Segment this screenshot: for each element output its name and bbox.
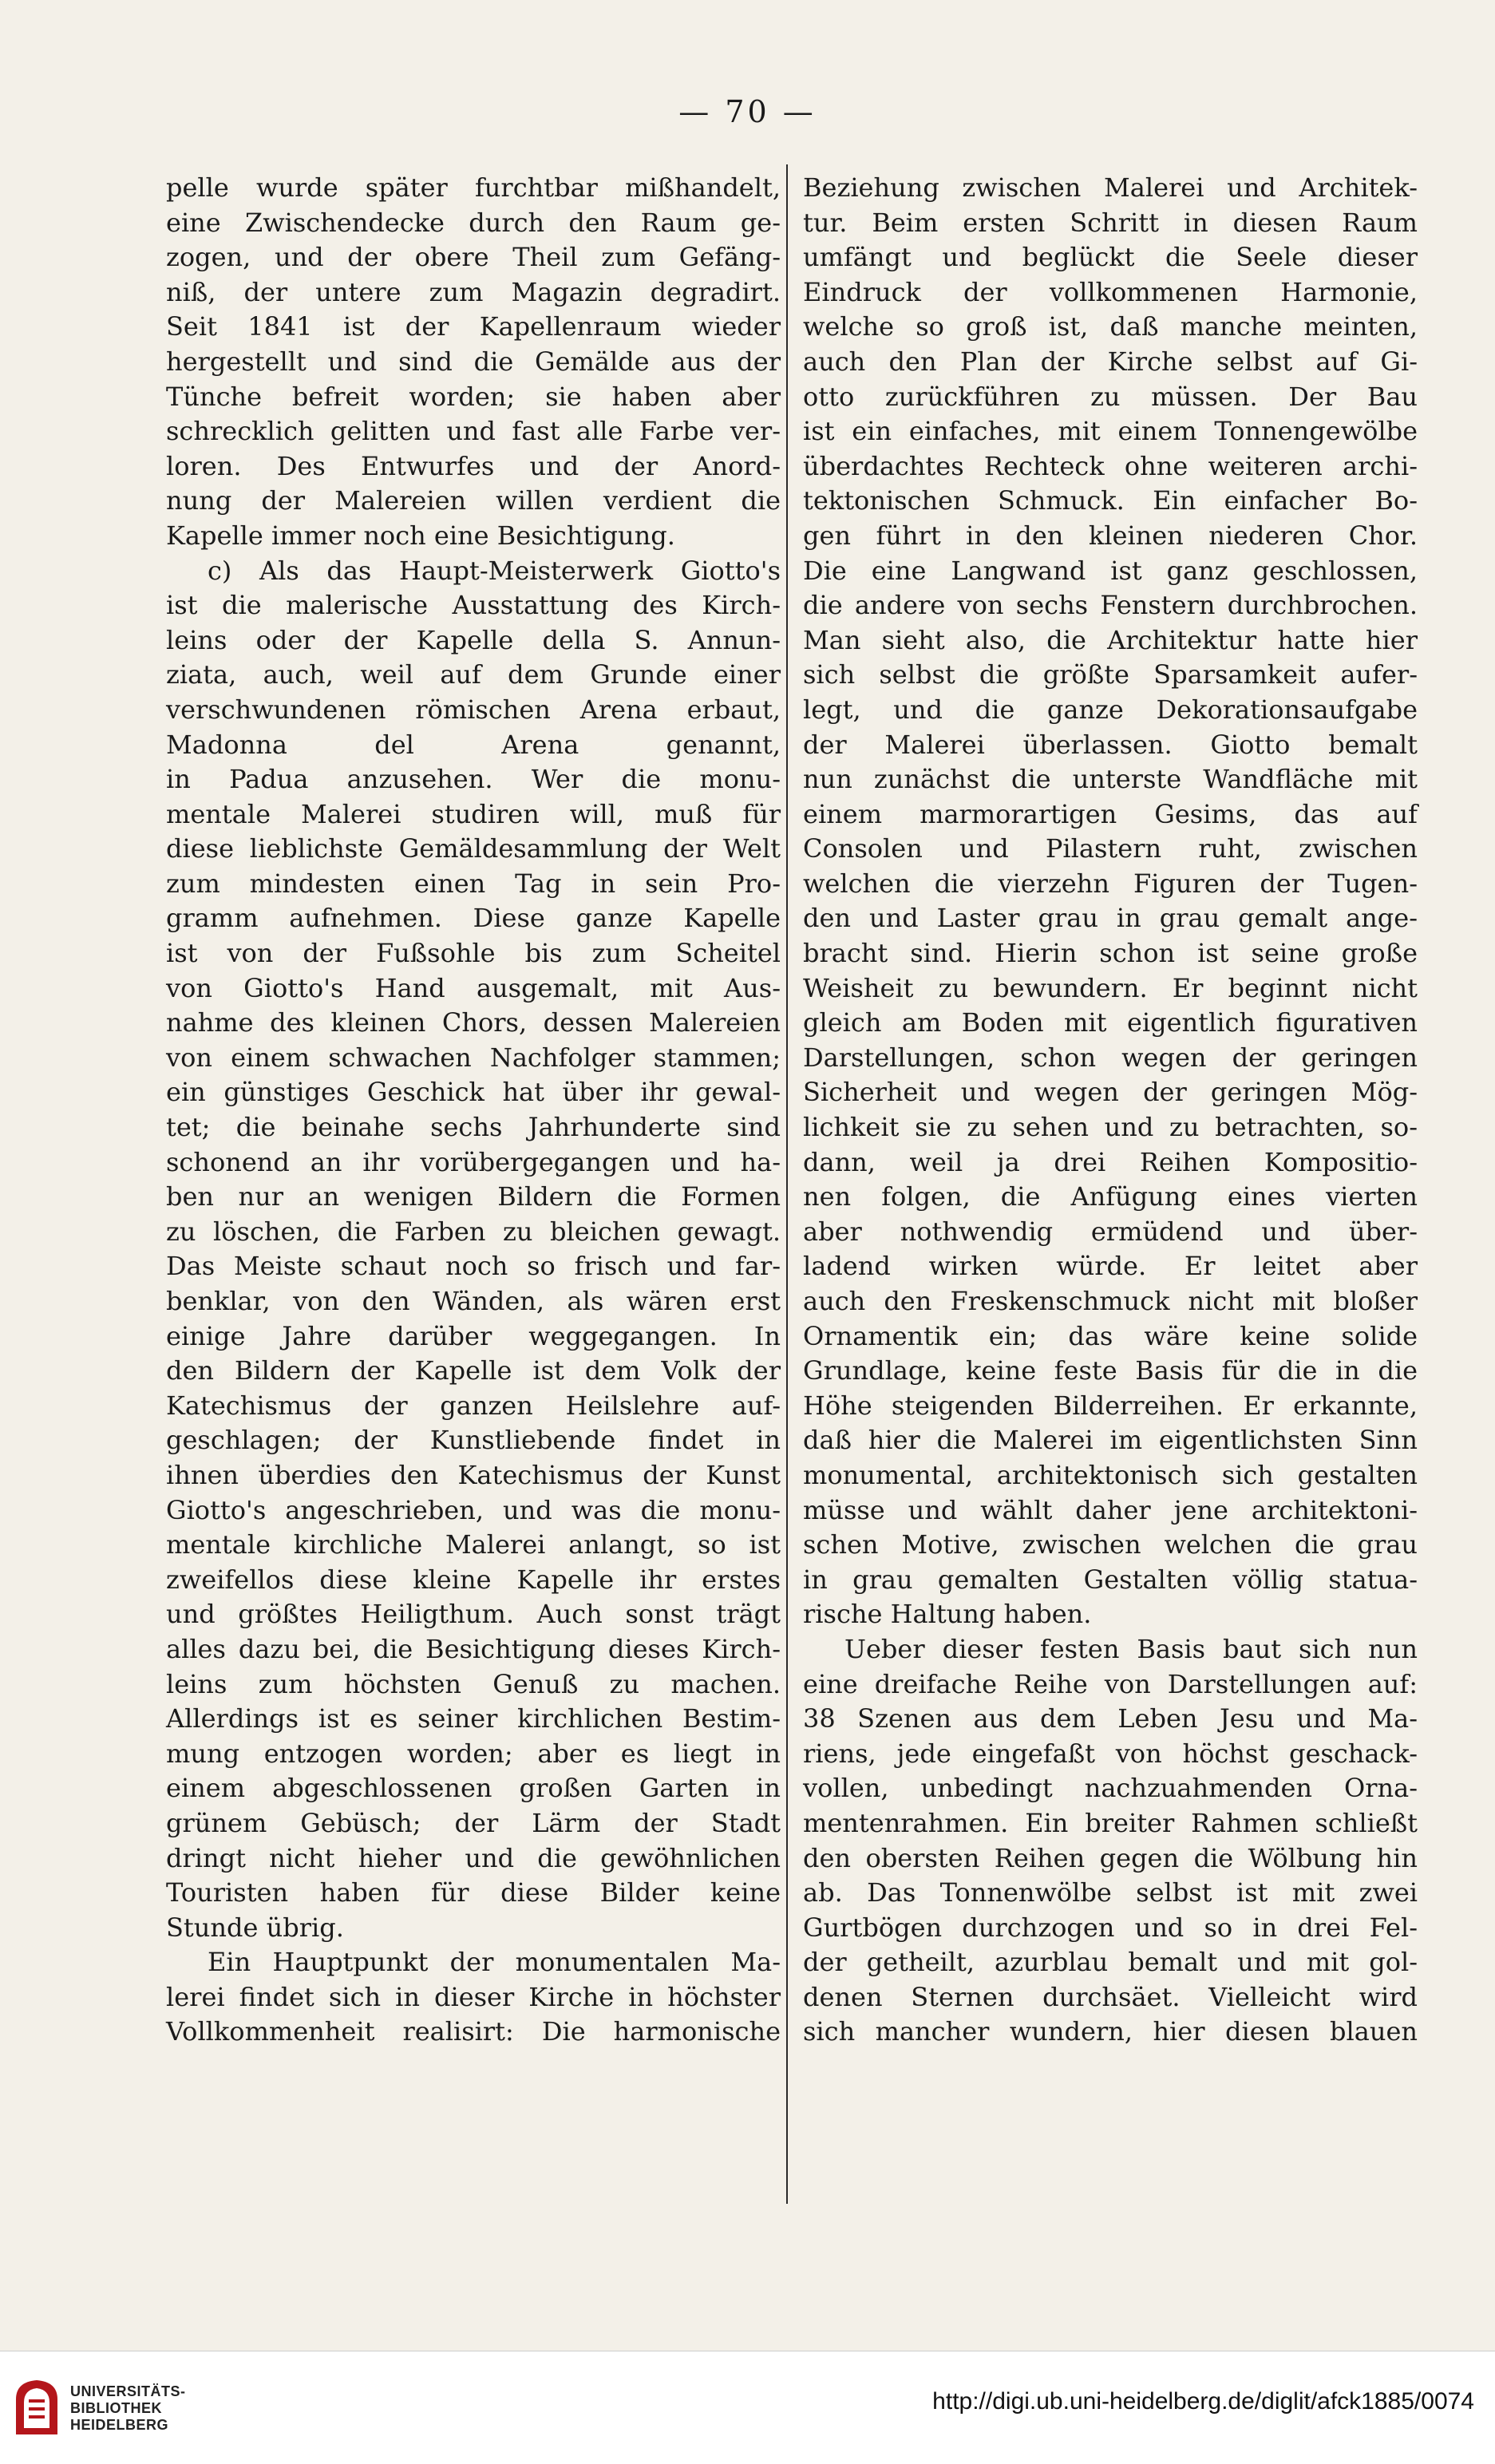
text-line: tet; die beinahe sechs Jahrhunderte sind xyxy=(166,1112,781,1143)
text-line: schonend an ihr vorübergegangen und ha- xyxy=(166,1146,781,1177)
text-line: daß hier die Malerei im eigentlichsten Sinn xyxy=(803,1425,1418,1456)
text-line: umfängt und beglückt die Seele dieser xyxy=(803,242,1418,273)
text-line: mung entzogen worden; aber es liegt in xyxy=(166,1738,781,1769)
text-line: geschlagen; der Kunstliebende findet in xyxy=(166,1425,781,1456)
text-line: Stunde übrig. xyxy=(166,1912,344,1943)
text-line: legt, und die ganze Dekorationsaufgabe xyxy=(803,694,1418,725)
text-line: nahme des kleinen Chors, dessen Malereien xyxy=(166,1007,781,1038)
text-line: einem marmorartigen Gesims, das auf xyxy=(803,798,1418,829)
text-line: ben nur an wenigen Bildern die Formen xyxy=(166,1181,781,1212)
text-line: Ein Hauptpunkt der monumentalen Ma- xyxy=(208,1947,781,1978)
text-line: diese lieblichste Gemäldesammlung der Welt xyxy=(166,833,781,864)
text-line: den Bildern der Kapelle ist dem Volk der xyxy=(166,1355,781,1386)
text-line: schrecklich gelitten und fast alle Farbe ver- xyxy=(166,416,781,447)
text-line: von einem schwachen Nachfolger stammen; xyxy=(166,1042,781,1073)
logo-line-3: HEIDELBERG xyxy=(70,2417,169,2433)
text-line: Katechismus der ganzen Heilslehre auf- xyxy=(166,1390,781,1421)
column-divider xyxy=(786,164,788,2204)
text-line: benklar, von den Wänden, als wären erst xyxy=(166,1286,781,1316)
text-column-right xyxy=(803,171,1418,2050)
logo-line-2: BIBLIOTHEK xyxy=(70,2400,162,2416)
text-line: einem abgeschlossenen großen Garten in xyxy=(166,1773,781,1804)
text-line: mentale Malerei studiren will, muß für xyxy=(166,798,781,829)
text-line: Kapelle immer noch eine Besichtigung. xyxy=(166,520,675,551)
page-number: — 70 — xyxy=(678,94,817,129)
library-logo[interactable] xyxy=(11,2375,196,2439)
source-url-link[interactable]: http://digi.ub.uni-heidelberg.de/diglit/afck1885/0074 xyxy=(932,2388,1474,2415)
text-line: nun zunächst die unterste Wandfläche mit xyxy=(803,764,1418,795)
text-line: Eindruck der vollkommenen Harmonie, xyxy=(803,276,1418,307)
text-line: dann, weil ja drei Reihen Kompositio- xyxy=(803,1146,1418,1177)
text-line: tektonischen Schmuck. Ein einfacher Bo- xyxy=(803,485,1418,516)
text-line: lerei findet sich in dieser Kirche in höchster xyxy=(166,1981,781,2012)
text-line: ist ein einfaches, mit einem Tonnengewölbe xyxy=(803,416,1418,447)
text-line: Seit 1841 ist der Kapellenraum wieder xyxy=(166,311,781,342)
text-line: Gurtbögen durchzogen und so in drei Fel- xyxy=(803,1912,1418,1943)
text-line: auch den Freskenschmuck nicht mit bloßer xyxy=(803,1286,1418,1316)
text-line: die andere von sechs Fenstern durchbrochen. xyxy=(803,590,1418,621)
text-line: Sicherheit und wegen der geringen Mög- xyxy=(803,1077,1418,1108)
text-line: Man sieht also, die Architektur hatte hier xyxy=(803,624,1418,655)
text-line: gleich am Boden mit eigentlich figurativen xyxy=(803,1007,1418,1038)
text-line: otto zurückführen zu müssen. Der Bau xyxy=(803,381,1418,412)
text-line: aber nothwendig ermüdend und über- xyxy=(803,1216,1418,1247)
text-line: denen Sternen durchsäet. Vielleicht wird xyxy=(803,1981,1418,2012)
text-line: Giotto's angeschrieben, und was die monu- xyxy=(166,1494,781,1525)
logo-line-1: UNIVERSITÄTS- xyxy=(70,2383,186,2399)
text-line: Madonna del Arena genannt, xyxy=(166,729,781,760)
text-line: Darstellungen, schon wegen der geringen xyxy=(803,1042,1418,1073)
text-line: gen führt in den kleinen niederen Chor. xyxy=(803,520,1418,551)
text-line: vollen, unbedingt nachzuahmenden Orna- xyxy=(803,1773,1418,1804)
text-line: niß, der untere zum Magazin degradirt. xyxy=(166,276,781,307)
text-line: Allerdings ist es seiner kirchlichen Bestim- xyxy=(166,1703,781,1734)
text-line: überdachtes Rechteck ohne weiteren archi- xyxy=(803,450,1418,481)
text-line: Vollkommenheit realisirt: Die harmonische xyxy=(166,2016,781,2047)
text-line: müsse und wählt daher jene architektoni- xyxy=(803,1494,1418,1525)
text-line: Weisheit zu bewundern. Er beginnt nicht xyxy=(803,972,1418,1003)
text-line: der getheilt, azurblau bemalt und mit gol- xyxy=(803,1947,1418,1978)
text-line: mentenrahmen. Ein breiter Rahmen schließt xyxy=(803,1807,1418,1838)
text-line: in Padua anzusehen. Wer die monu- xyxy=(166,764,781,795)
text-line: Höhe steigenden Bilderreihen. Er erkannte, xyxy=(803,1390,1418,1421)
text-line: ziata, auch, weil auf dem Grunde einer xyxy=(166,659,781,690)
text-line: lichkeit sie zu sehen und zu betrachten, so- xyxy=(803,1112,1418,1143)
text-line: ein günstiges Geschick hat über ihr gewal- xyxy=(166,1077,781,1108)
text-line: Consolen und Pilastern ruht, zwischen xyxy=(803,833,1418,864)
text-line: sich selbst die größte Sparsamkeit aufer- xyxy=(803,659,1418,690)
text-line: zweifellos diese kleine Kapelle ihr erstes xyxy=(166,1564,781,1595)
text-line: den und Laster grau in grau gemalt ange- xyxy=(803,903,1418,934)
text-line: ihnen überdies den Katechismus der Kunst xyxy=(166,1459,781,1490)
text-line: rische Haltung haben. xyxy=(803,1599,1092,1630)
text-line: eine Zwischendecke durch den Raum ge- xyxy=(166,207,781,238)
text-line: Touristen haben für diese Bilder keine xyxy=(166,1877,781,1908)
text-line: monumental, architektonisch sich gestalten xyxy=(803,1459,1418,1490)
text-line: mentale kirchliche Malerei anlangt, so ist xyxy=(166,1529,781,1560)
text-line: grünem Gebüsch; der Lärm der Stadt xyxy=(166,1807,781,1838)
text-column-left xyxy=(166,171,781,2050)
text-line: auch den Plan der Kirche selbst auf Gi- xyxy=(803,346,1418,377)
text-line: alles dazu bei, die Besichtigung dieses Kirch- xyxy=(166,1633,781,1664)
text-line: den obersten Reihen gegen die Wölbung hin xyxy=(803,1842,1418,1873)
text-line: zu löschen, die Farben zu bleichen gewagt. xyxy=(166,1216,781,1247)
text-line: eine dreifache Reihe von Darstellungen auf: xyxy=(803,1668,1418,1699)
text-line: 38 Szenen aus dem Leben Jesu und Ma- xyxy=(803,1703,1418,1734)
text-line: in grau gemalten Gestalten völlig statua- xyxy=(803,1564,1418,1595)
text-line: Tünche befreit worden; sie haben aber xyxy=(166,381,781,412)
text-line: dringt nicht hieher und die gewöhnlichen xyxy=(166,1842,781,1873)
library-name xyxy=(70,2383,186,2434)
text-line: Ornamentik ein; das wäre keine solide xyxy=(803,1320,1418,1351)
text-line: bracht sind. Hierin schon ist seine große xyxy=(803,938,1418,969)
text-line: pelle wurde später furchtbar mißhandelt, xyxy=(166,172,781,203)
text-line: riens, jede eingefaßt von höchst geschack- xyxy=(803,1738,1418,1769)
text-line: ladend wirken würde. Er leitet aber xyxy=(803,1251,1418,1282)
text-line: verschwundenen römischen Arena erbaut, xyxy=(166,694,781,725)
text-line: welchen die vierzehn Figuren der Tugen- xyxy=(803,868,1418,899)
text-line: und größtes Heiligthum. Auch sonst trägt xyxy=(166,1599,781,1630)
text-line: welche so groß ist, daß manche meinten, xyxy=(803,311,1418,342)
text-line: Grundlage, keine feste Basis für die in die xyxy=(803,1355,1418,1386)
text-line: sich mancher wundern, hier diesen blauen xyxy=(803,2016,1418,2047)
text-line: von Giotto's Hand ausgemalt, mit Aus- xyxy=(166,972,781,1003)
text-line: loren. Des Entwurfes und der Anord- xyxy=(166,450,781,481)
text-line: Das Meiste schaut noch so frisch und far- xyxy=(166,1251,781,1282)
text-line: Die eine Langwand ist ganz geschlossen, xyxy=(803,555,1418,586)
text-line: ab. Das Tonnenwölbe selbst ist mit zwei xyxy=(803,1877,1418,1908)
text-line: zogen, und der obere Theil zum Gefäng- xyxy=(166,242,781,273)
text-line: tur. Beim ersten Schritt in diesen Raum xyxy=(803,207,1418,238)
text-line: gramm aufnehmen. Diese ganze Kapelle xyxy=(166,903,781,934)
text-line: zum mindesten einen Tag in sein Pro- xyxy=(166,868,781,899)
text-line: ist von der Fußsohle bis zum Scheitel xyxy=(166,938,781,969)
text-line: der Malerei überlassen. Giotto bemalt xyxy=(803,729,1418,760)
footer-bar xyxy=(0,2351,1495,2464)
text-line: Ueber dieser festen Basis baut sich nun xyxy=(844,1633,1418,1664)
text-line: leins oder der Kapelle della S. Annun- xyxy=(166,624,781,655)
text-line: nung der Malereien willen verdient die xyxy=(166,485,781,516)
text-line: einige Jahre darüber weggegangen. In xyxy=(166,1320,781,1351)
text-line: hergestellt und sind die Gemälde aus der xyxy=(166,346,781,377)
text-line: leins zum höchsten Genuß zu machen. xyxy=(166,1668,781,1699)
text-line: ist die malerische Ausstattung des Kirch- xyxy=(166,590,781,621)
text-line: c) Als das Haupt-Meisterwerk Giotto's xyxy=(208,555,781,586)
text-line: Beziehung zwischen Malerei und Architek- xyxy=(803,172,1418,203)
heidelberg-seal-icon xyxy=(11,2375,62,2439)
text-line: nen folgen, die Anfügung eines vierten xyxy=(803,1181,1418,1212)
text-line: schen Motive, zwischen welchen die grau xyxy=(803,1529,1418,1560)
